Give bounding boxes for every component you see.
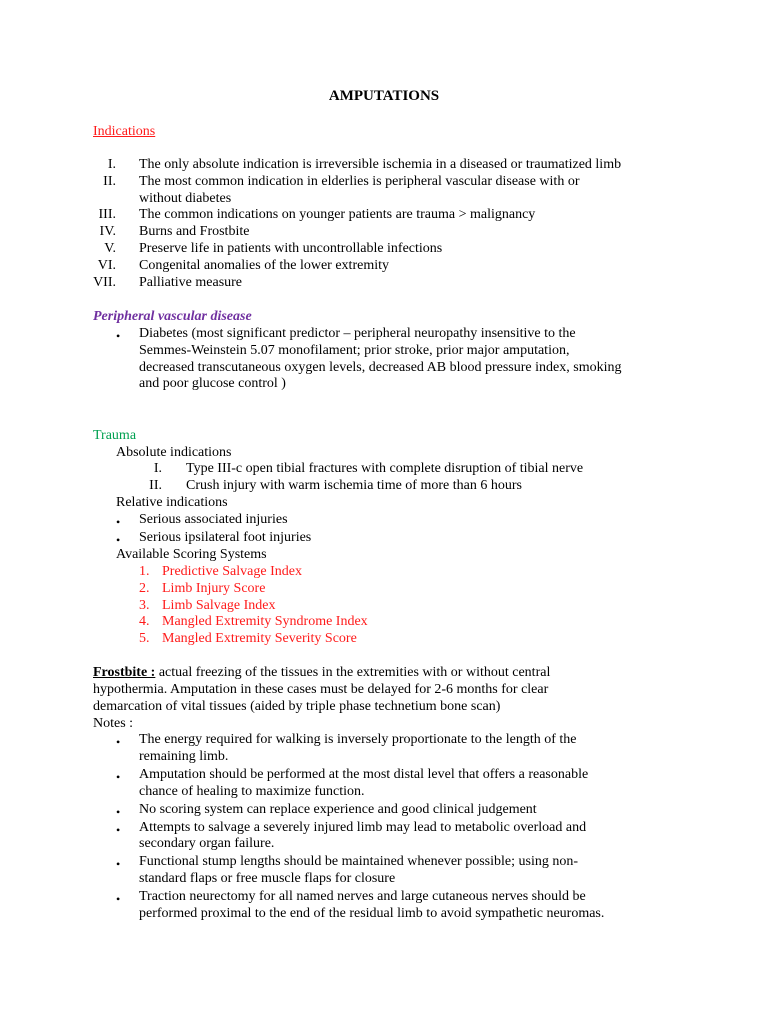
- note-text: No scoring system can replace experience and good clinical judgement: [139, 801, 537, 817]
- note-text: Functional stump lengths should be maintained whenever possible; using non-: [139, 854, 578, 870]
- scoring-marker: 4.: [139, 614, 150, 630]
- indication-marker: VII.: [93, 274, 116, 290]
- indication-marker: V.: [104, 241, 116, 256]
- indication-text: without diabetes: [139, 190, 232, 206]
- frostbite-line-1: [93, 665, 550, 682]
- indication-marker: III.: [98, 207, 116, 223]
- scoring-item-text: Mangled Extremity Severity Score: [162, 631, 357, 647]
- indication-text: Palliative measure: [139, 274, 243, 290]
- note-text: Amputation should be performed at the most distal level that offers a reasonable: [139, 766, 589, 782]
- scoring-marker: 5.: [139, 631, 150, 647]
- note-text: performed proximal to the end of the residual limb to avoid sympathetic neuromas.: [139, 906, 605, 921]
- indications-heading: Indications: [93, 124, 156, 139]
- indication-text: Burns and Frostbite: [139, 224, 250, 240]
- scoring-marker: 2.: [139, 580, 150, 596]
- indication-marker: I.: [107, 157, 116, 172]
- indication-text: Preserve life in patients with uncontrollable infections: [139, 241, 443, 256]
- note-bullet: •: [116, 892, 121, 907]
- relative-indications-label: Relative indications: [116, 495, 228, 510]
- scoring-marker: 1.: [139, 564, 150, 579]
- indication-marker: II.: [103, 173, 116, 189]
- frostbite-label: Frostbite :: [93, 665, 156, 680]
- pvd-heading: Peripheral vascular disease: [93, 309, 252, 324]
- indication-text: Congenital anomalies of the lower extremity: [139, 257, 389, 273]
- pvd-line: Semmes-Weinstein 5.07 monofilament; prior stroke, prior major amputation,: [139, 342, 570, 358]
- scoring-item-text: Limb Injury Score: [162, 580, 266, 596]
- pvd-line: and poor glucose control ): [139, 376, 286, 392]
- notes-label: Notes :: [93, 716, 134, 731]
- relative-item-text: Serious ipsilateral foot injuries: [139, 529, 312, 545]
- frostbite-text-1: actual freezing of the tissues in the extremities with or without central: [155, 665, 551, 680]
- note-text: secondary organ failure.: [139, 836, 275, 852]
- scoring-item-text: Predictive Salvage Index: [162, 564, 302, 579]
- absolute-item-text: Type III-c open tibial fractures with complete disruption of tibial nerve: [186, 461, 584, 476]
- note-bullet: •: [116, 735, 121, 749]
- frostbite-line-2: hypothermia. Amputation in these cases must be delayed for 2-6 months for clear: [93, 682, 549, 697]
- indication-marker: IV.: [99, 224, 116, 240]
- pvd-line: decreased transcutaneous oxygen levels, decreased AB blood pressure index, smoking: [139, 359, 622, 375]
- absolute-item-text: Crush injury with warm ischemia time of more than 6 hours: [186, 477, 522, 493]
- note-text: chance of healing to maximize function.: [139, 783, 365, 799]
- pvd-line: Diabetes (most significant predictor – peripheral neuropathy insensitive to the: [139, 326, 576, 341]
- indication-text: The only absolute indication is irreversible ischemia in a diseased or traumatized limb: [139, 157, 622, 172]
- trauma-heading: Trauma: [93, 428, 137, 443]
- note-text: Attempts to salvage a severely injured limb may lead to metabolic overload and: [139, 819, 587, 835]
- relative-bullet: •: [116, 515, 121, 529]
- absolute-marker: I.: [153, 461, 162, 476]
- note-bullet: •: [116, 822, 121, 837]
- note-text: The energy required for walking is inversely proportionate to the length of the: [139, 732, 577, 747]
- note-text: standard flaps or free muscle flaps for closure: [139, 871, 396, 887]
- note-text: Traction neurectomy for all named nerves and large cutaneous nerves should be: [139, 889, 586, 905]
- relative-bullet: •: [116, 532, 121, 547]
- note-bullet: •: [116, 804, 121, 819]
- scoring-item-text: Limb Salvage Index: [162, 597, 276, 613]
- indication-text: The most common indication in elderlies is peripheral vascular disease with or: [139, 173, 580, 189]
- relative-item-text: Serious associated injuries: [139, 512, 288, 527]
- indication-text: The common indications on younger patients are trauma > malignancy: [139, 207, 536, 223]
- pvd-bullet: •: [116, 329, 121, 343]
- note-bullet: •: [116, 857, 121, 872]
- page-title: AMPUTATIONS: [328, 88, 440, 104]
- scoring-marker: 3.: [139, 597, 150, 613]
- scoring-item-text: Mangled Extremity Syndrome Index: [162, 614, 368, 630]
- absolute-marker: II.: [149, 477, 162, 493]
- indication-marker: VI.: [97, 257, 116, 273]
- frostbite-line-3: demarcation of vital tissues (aided by triple phase technetium bone scan): [93, 699, 501, 714]
- scoring-systems-label: Available Scoring Systems: [116, 547, 267, 562]
- note-text: remaining limb.: [139, 748, 229, 764]
- absolute-indications-label: Absolute indications: [116, 445, 232, 460]
- note-bullet: •: [116, 769, 121, 784]
